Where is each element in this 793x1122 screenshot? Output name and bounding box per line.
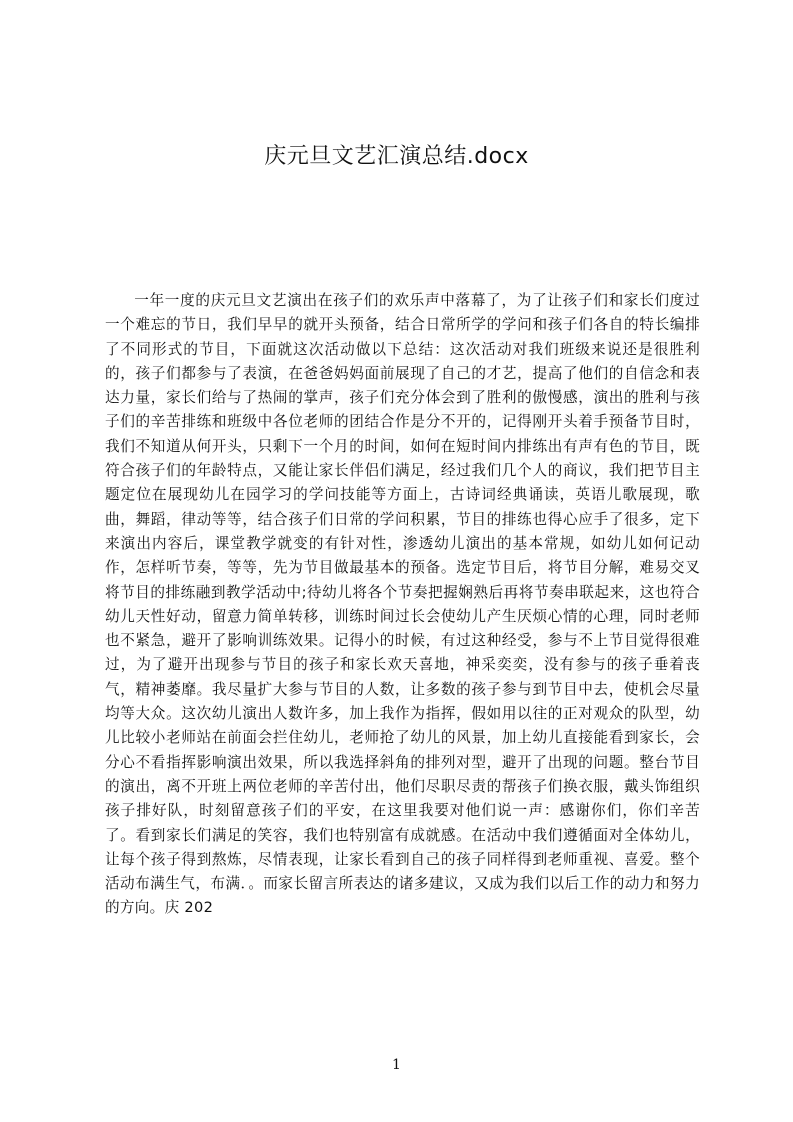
document-body-paragraph: 一年一度的庆元旦文艺演出在孩子们的欢乐声中落幕了，为了让孩子们和家长们度过一个难忘的节日，我们早早的就开头预备，结合日常所学的学问和孩子们各自的特长编排了不同形式的节目，下面就这次活动做以下总结：这次活动对我们班级来说还是很胜利的，孩子们都参与了表演，在爸爸妈妈面前展现了自己的才艺，提高了他们的自信念和表达力量，家长们给与了热闹的掌声，孩子们充分体会到了胜利的傲慢感，演出的胜利与孩子们的辛苦排练和班级中各位老师的团结合作是分不开的，记得刚开头着手预备节目时，我们不知道从何开头，只剩下一个月的时间，如何在短时间内排练出有声有色的节目，既符合孩子们的年龄特点，又能让家长伴侣们满足，经过我们几个人的商议，我们把节目主题定位在展现幼儿在园学习的学问技能等方面上，古诗词经典诵读，英语儿歌展现，歌曲，舞蹈，律动等等，结合孩子们日常的学问积累，节目的排练也得心应手了很多，定下来演出内容后，课堂教学就变的有针对性，渗透幼儿演出的基本常规，如幼儿如何记动作，怎样听节奏，等等，先为节目做最基本的预备。选定节目后，将节目分解，难易交叉将节目的排练融到教学活动中;待幼儿将各个节奏把握娴熟后再将节奏串联起来，这也符合幼儿天性好动，留意力简单转移，训练时间过长会使幼儿产生厌烦心情的心理，同时老师也不紧急，避开了影响训练效果。记得小的时候，有过这种经受，参与不上节目觉得很难过，为了避开出现参与节目的孩子和家长欢天喜地，神采奕奕，没有参与的孩子垂着丧气，精神萎靡。我尽量扩大参与节目的人数，让多数的孩子参与到节目中去，使机会尽量均等大众。这次幼儿演出人数许多，加上我作为指挥，假如用以往的正对观众的队型，幼儿比较小老师站在前面会拦住幼儿，老师抢了幼儿的风景，加上幼儿直接能看到家长，会分心不看指挥影响演出效果，所以我选择斜角的排列对型，避开了出现的问题。整台节目的演出，离不开班上两位老师的辛苦付出，他们尽职尽责的帮孩子们换衣服，戴头饰组织孩子排好队，时刻留意孩子们的平安，在这里我要对他们说一声：感谢你们，你们辛苦了。看到家长们满足的笑容，我们也特别富有成就感。在活动中我们遵循面对全体幼儿，让每个孩子得到熬炼，尽情表现，让家长看到自己的孩子同样得到老师重视、喜爱。整个活动布满生气，布满．。而家长留言所表达的诸多建议，又成为我们以后工作的动力和努力的方向。庆 202 bbox=[105, 292, 700, 917]
page-number: 1 bbox=[392, 1057, 401, 1073]
document-title: 庆元旦文艺汇演总结.docx bbox=[264, 144, 529, 169]
